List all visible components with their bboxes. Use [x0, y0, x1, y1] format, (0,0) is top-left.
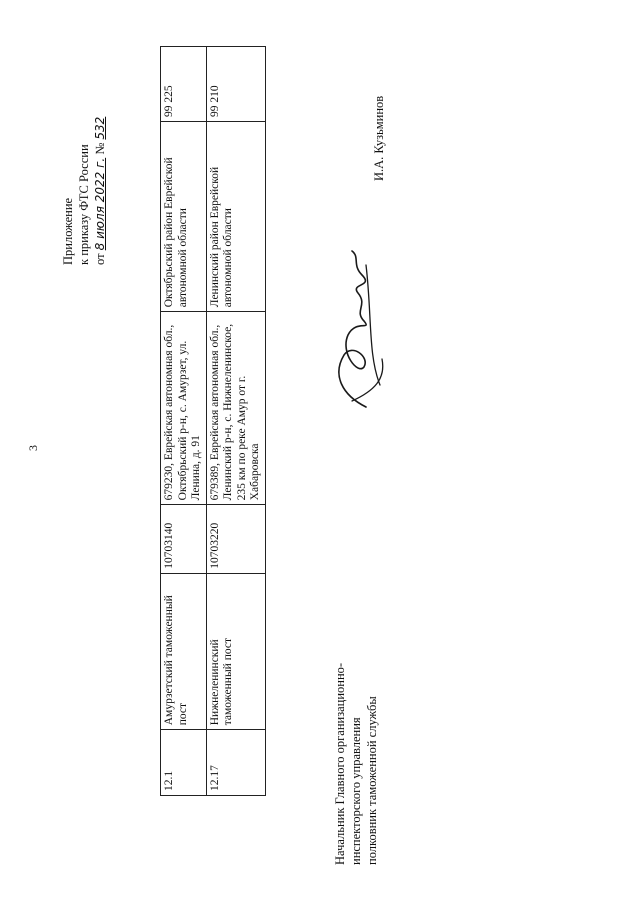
cell-address: 679230, Еврейская автономная обл., Октябрьский р-н, с. Амурзет, ул. Ленина, д. 91	[161, 312, 207, 505]
appendix-order: к приказу ФТС России	[77, 144, 91, 265]
signatory-line-1: Начальник Главного организационно-	[333, 662, 347, 865]
cell-address: 679389, Еврейская автономная обл., Ленинский р-н, с. Нижнеленинское, 235 км по реке Амур от г. Хабаровска	[206, 312, 265, 505]
table-row	[161, 47, 207, 796]
cell-post-name: Амурзетский таможенный пост	[161, 573, 207, 730]
cell-code: 10703140	[161, 505, 207, 573]
appendix-number-sign: №	[93, 142, 107, 155]
handwritten-signature	[322, 245, 398, 415]
cell-oktmo: 99 225	[161, 47, 207, 122]
cell-number: 12.1	[161, 730, 207, 796]
cell-code: 10703220	[206, 505, 265, 573]
cell-oktmo: 99 210	[206, 47, 265, 122]
signatory-line-2: инспекторского управления	[349, 717, 363, 865]
appendix-date: 8 июля 2022 г.	[93, 157, 107, 251]
table-body	[161, 47, 266, 796]
cell-number: 12.17	[206, 730, 265, 796]
cell-region: Октябрьский район Еврейской автономной области	[161, 122, 207, 312]
page-number: 3	[26, 445, 40, 451]
customs-posts-table	[160, 46, 266, 796]
table-row	[206, 47, 265, 796]
signatory-name: И.А. Кузьминов	[372, 95, 386, 181]
appendix-number: 532	[93, 116, 107, 140]
appendix-date-line	[92, 117, 108, 265]
appendix-date-prefix: от	[93, 253, 107, 265]
cell-region: Ленинский район Еврейской автономной области	[206, 122, 265, 312]
cell-post-name: Нижнеленинский таможенный пост	[206, 573, 265, 730]
signatory-position	[332, 663, 380, 865]
appendix-header	[60, 117, 108, 265]
appendix-title: Приложение	[61, 197, 75, 265]
signatory-line-3: полковник таможенной службы	[365, 696, 379, 865]
